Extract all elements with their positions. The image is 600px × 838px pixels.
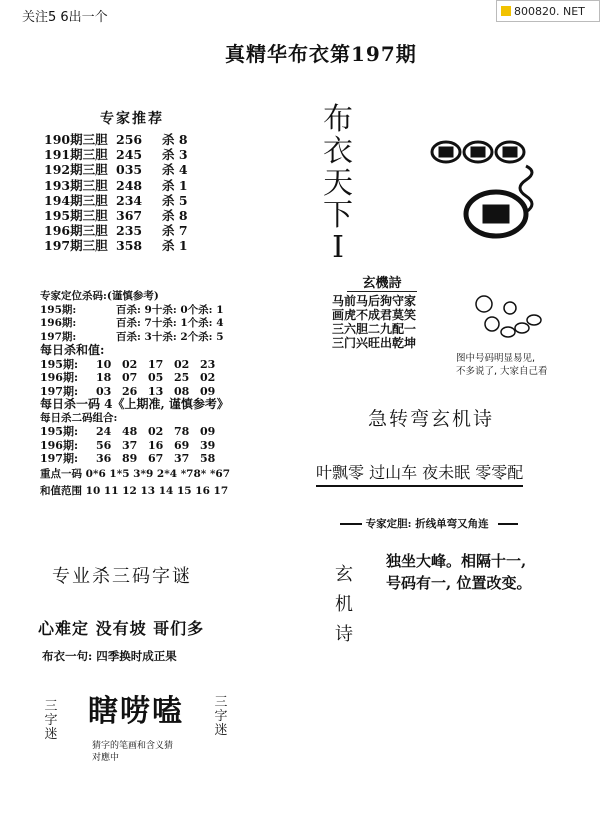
- rec-row: [44, 238, 188, 253]
- right-vertical-text: [214, 696, 228, 738]
- right-vert-char: 三: [214, 695, 228, 710]
- coin-icon: [432, 142, 524, 162]
- key-combo: 重点一码 0*6 1*5 3*9 2*4 *78* *67: [40, 467, 231, 480]
- xuanji-char: 机: [335, 594, 353, 615]
- kill-sum-period: 196期:: [40, 371, 79, 384]
- watermark-icon: [501, 6, 511, 16]
- rec-row: [44, 223, 188, 238]
- angle-bar-text: 专家定胆: 折线单弯又角连: [365, 518, 489, 530]
- kill-two-value: 67: [148, 452, 164, 465]
- small-riddle-line: 猜字的笔画和含义猜: [92, 741, 174, 751]
- buyi-line: 布衣一句: 四季换时成正果: [42, 649, 177, 663]
- kill-two-value: 36: [96, 452, 112, 465]
- bead-chain-illustration: [470, 290, 550, 350]
- kill-two-value: 37: [174, 452, 190, 465]
- left-vert-char: 三: [44, 699, 58, 714]
- kill-sum-value: 26: [122, 384, 138, 398]
- pos-kill-block: [40, 290, 230, 499]
- pos-kill-text: 百杀: 9十杀: 0个杀: 1: [116, 303, 224, 316]
- page-title: 真精华布衣第197期: [225, 42, 417, 66]
- hint-line: 不多说了, 大家自己看: [456, 366, 548, 377]
- buyi-vertical-text: [322, 104, 354, 264]
- kill-two-value: 78: [174, 425, 190, 438]
- kill-sum-value: 25: [174, 371, 190, 384]
- kill-sum-period: 195期:: [40, 357, 79, 371]
- big-riddle: 瞎唠嗑: [88, 694, 184, 729]
- kill-two-period: 197期:: [40, 452, 79, 465]
- sum-range: 和值范围 10 11 12 13 14 15 16 17: [40, 485, 229, 497]
- daily-kill-two-rows: [40, 425, 230, 466]
- kill-two-value: 58: [200, 452, 216, 465]
- kill-sum-row: [40, 371, 230, 385]
- left-vert-char: 迷: [44, 727, 58, 742]
- buyi-char: 衣: [323, 134, 353, 169]
- rec-nums: 245: [116, 147, 143, 163]
- kill-two-value: 89: [122, 452, 138, 465]
- pos-kill-row: [40, 317, 230, 331]
- daily-kill-sum-title: 每日杀和值:: [40, 343, 105, 357]
- kill-sum-value: 02: [174, 357, 190, 371]
- pos-kill-period: 197期:: [40, 330, 77, 343]
- xuanji-poem-title: 玄機詩: [347, 272, 417, 292]
- kill-sum-period: 197期:: [40, 384, 79, 398]
- rec-period: 193期三胆: [44, 177, 108, 193]
- kill-two-row: [40, 439, 230, 453]
- right-dash-icon: [498, 523, 518, 525]
- pos-kill-text: 百杀: 7十杀: 1个杀: 4: [116, 317, 224, 329]
- right-vert-char: 字: [214, 709, 228, 724]
- left-vertical-text: [44, 700, 58, 742]
- kill-two-value: 24: [96, 425, 112, 438]
- rec-kill: 杀 4: [162, 162, 188, 178]
- rec-nums: 234: [116, 192, 143, 208]
- kill-sum-value: 02: [200, 371, 216, 384]
- kill-sum-value: 09: [200, 384, 216, 398]
- rec-period: 195期三胆: [44, 208, 108, 224]
- pos-kill-title: 专家定位杀码:(谨慎参考): [40, 290, 159, 302]
- rec-row: [44, 147, 188, 162]
- top-note: 关注5 6出一个: [22, 10, 108, 25]
- rec-kill: 杀 8: [162, 132, 188, 147]
- kill-sum-value: 03: [96, 384, 112, 398]
- rec-row: [44, 178, 188, 193]
- buyi-char: 布: [323, 102, 353, 137]
- kill-sum-value: 07: [122, 371, 138, 384]
- angle-bar: [340, 516, 518, 531]
- kill-sum-value: 10: [96, 357, 112, 371]
- rec-kill: 杀 8: [162, 208, 188, 224]
- rec-kill: 杀 1: [162, 238, 188, 254]
- rec-kill: 杀 1: [162, 177, 188, 193]
- kill-sum-value: 17: [148, 357, 164, 371]
- rec-kill: 杀 3: [162, 147, 188, 163]
- kill-two-period: 195期:: [40, 425, 79, 438]
- watermark-badge: [496, 0, 600, 22]
- small-riddle: [92, 740, 173, 764]
- expert-rec-list: [44, 132, 188, 254]
- pos-kill-row: [40, 304, 230, 318]
- daily-kill-sum-rows: [40, 358, 230, 399]
- daily-kill-one: 每日杀一码 4《上期准, 谨慎参考》: [40, 397, 229, 411]
- riddle-poem-line: 号码有一, 位置改变。: [386, 574, 532, 592]
- rec-kill: 杀 7: [162, 223, 188, 239]
- kill-sum-row: [40, 358, 230, 372]
- pos-kill-text: 百杀: 3十杀: 2个杀: 5: [116, 330, 224, 343]
- xuanji-line: 三门兴旺出乾坤: [332, 336, 417, 350]
- rec-period: 192期三胆: [44, 162, 108, 178]
- xuanji-line: 马前马后狗守家: [332, 294, 417, 308]
- kill-two-value: 56: [96, 438, 112, 452]
- xuanji-poem-box: [332, 272, 432, 350]
- quick-poem-title: 急转弯玄机诗: [368, 408, 495, 430]
- xuanji-poem-lines: [332, 294, 432, 350]
- right-vert-char: 迷: [214, 723, 228, 738]
- rec-nums: 248: [116, 177, 143, 193]
- kill-two-period: 196期:: [40, 438, 79, 452]
- quick-riddle-line: 叶飘零 过山车 夜未眠 零零配: [316, 460, 523, 487]
- xuanji-vertical-text: [332, 560, 356, 650]
- pos-kill-period: 196期:: [40, 317, 77, 329]
- buyi-char: 天: [323, 166, 353, 201]
- hint-text: [456, 352, 548, 378]
- pos-kill-period: 195期:: [40, 303, 77, 316]
- xuanji-char: 玄: [335, 564, 353, 585]
- rec-period: 194期三胆: [44, 192, 108, 208]
- kill-two-value: 69: [174, 438, 190, 452]
- rec-period: 191期三胆: [44, 147, 108, 163]
- kill-three-title: 专业杀三码字谜: [52, 566, 192, 587]
- small-riddle-line: 对應中: [92, 753, 120, 763]
- kill-two-value: 48: [122, 425, 138, 438]
- rec-nums: 367: [116, 208, 143, 224]
- watermark-text: 800820. NET: [514, 4, 585, 18]
- kill-sum-row: [40, 385, 230, 399]
- kill-sum-value: 08: [174, 384, 190, 398]
- buyi-char: 下: [323, 198, 353, 233]
- rec-row: [44, 193, 188, 208]
- kill-two-value: 37: [122, 438, 138, 452]
- rec-nums: 035: [116, 162, 143, 178]
- kill-three-line: 心难定 没有坡 哥们多: [38, 619, 205, 638]
- expert-rec-title: 专家推荐: [100, 111, 164, 127]
- kill-two-value: 02: [148, 425, 164, 438]
- pos-kill-row: [40, 331, 230, 345]
- rec-period: 196期三胆: [44, 223, 108, 239]
- xuanji-line: 画虎不成君莫笑: [332, 308, 417, 322]
- xuanji-char: 诗: [335, 624, 353, 645]
- hint-line: 图中号码明显易见,: [456, 353, 536, 364]
- kill-sum-value: 13: [148, 384, 164, 398]
- kill-two-row: [40, 452, 230, 466]
- rec-nums: 358: [116, 238, 143, 254]
- rec-kill: 杀 5: [162, 192, 188, 208]
- kill-two-row: [40, 425, 230, 439]
- coin-chain-icon: [466, 166, 532, 236]
- kill-two-value: 16: [148, 438, 164, 452]
- left-dash-icon: [340, 523, 362, 525]
- riddle-poem: [386, 550, 531, 594]
- kill-sum-value: 18: [96, 371, 112, 384]
- bead-icon: [476, 296, 541, 337]
- xuanji-line: 三六胆二九配一: [332, 322, 417, 336]
- rec-nums: 256: [116, 132, 143, 147]
- pos-kill-rows: [40, 304, 230, 345]
- rec-row: [44, 208, 188, 223]
- kill-two-value: 09: [200, 425, 216, 438]
- left-vert-char: 字: [44, 713, 58, 728]
- kill-sum-value: 05: [148, 371, 164, 384]
- buyi-char: I: [332, 230, 344, 265]
- kill-sum-value: 23: [200, 357, 216, 371]
- rec-row: [44, 132, 188, 147]
- rec-nums: 235: [116, 223, 143, 239]
- kill-two-value: 39: [200, 438, 216, 452]
- coin-chain-illustration: [426, 128, 556, 248]
- riddle-poem-line: 独坐大峰。相隔十一,: [386, 552, 527, 570]
- rec-period: 190期三胆: [44, 132, 108, 147]
- rec-period: 197期三胆: [44, 238, 108, 254]
- kill-sum-value: 02: [122, 357, 138, 371]
- rec-row: [44, 162, 188, 177]
- daily-kill-two-title: 每日杀二码组合:: [40, 411, 118, 424]
